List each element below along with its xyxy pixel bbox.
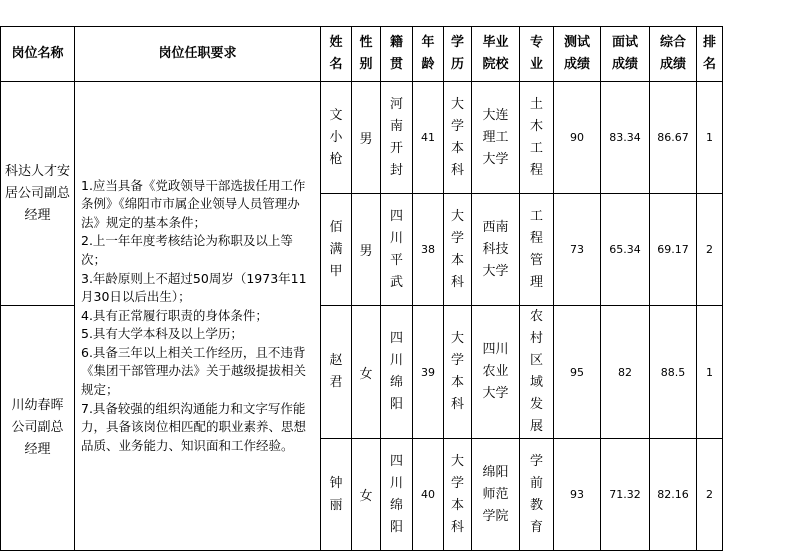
header-school: 毕业院校 — [482, 35, 509, 72]
requirement-item: 5.具有大学本科及以上学历； — [81, 326, 243, 342]
header-name: 姓名 — [329, 35, 343, 72]
cell-name: 文小枪 — [329, 107, 343, 167]
header-education: 学历 — [450, 35, 464, 72]
cell-test-score: 73 — [554, 194, 601, 306]
cell-name: 赵君 — [329, 353, 343, 390]
header-gender: 性别 — [359, 35, 373, 72]
header-major: 专业 — [529, 35, 543, 72]
requirement-item: 6.具备三年以上相关工作经历，且不违背《集团干部管理办法》关于越级提拔相关规定； — [81, 344, 307, 398]
cell-age: 38 — [413, 194, 444, 306]
position-name: 川幼春晖公司副总经理 — [11, 398, 64, 457]
requirement-item: 7.具备较强的组织沟通能力和文字写作能力，具备该岗位相匹配的职业素养、思想品质、业务能力、知识面和工作经验。 — [81, 400, 307, 453]
header-age: 年龄 — [421, 35, 435, 72]
cell-total-score: 82.16 — [650, 439, 697, 551]
cell-total-score: 69.17 — [650, 194, 697, 306]
header-position: 岗位名称 — [1, 27, 75, 82]
cell-interview-score: 71.32 — [601, 439, 650, 551]
cell-age: 41 — [413, 82, 444, 194]
cell-name: 钟丽 — [329, 475, 343, 513]
header-origin: 籍贯 — [389, 35, 403, 72]
header-row — [1, 27, 723, 82]
header-test-score: 测试成绩 — [563, 35, 590, 72]
cell-interview-score: 83.34 — [601, 82, 650, 194]
header-total-score: 综合成绩 — [659, 35, 686, 72]
cell-rank: 2 — [697, 439, 723, 551]
requirement-item: 3.年龄原则上不超过50周岁（1973年11月30日以后出生）； — [81, 270, 307, 305]
cell-major: 工程管理 — [529, 208, 543, 290]
cell-interview-score: 82 — [601, 306, 650, 439]
cell-age: 39 — [413, 306, 444, 439]
requirement-item: 1.应当具备《党政领导干部选拔任用工作条例》《绵阳市市属企业领导人员管理办法》规定的基本条件； — [81, 177, 306, 230]
cell-test-score: 93 — [554, 439, 601, 551]
cell-rank: 2 — [697, 194, 723, 306]
cell-education: 大学本科 — [450, 453, 464, 535]
header-rank: 排名 — [702, 35, 716, 72]
header-requirements: 岗位任职要求 — [75, 27, 321, 82]
cell-origin: 四川平武 — [389, 208, 403, 290]
recruitment-table — [0, 26, 723, 551]
cell-total-score: 86.67 — [650, 82, 697, 194]
cell-gender: 男 — [352, 194, 381, 306]
cell-major: 农村区域发展 — [529, 309, 543, 434]
cell-origin: 四川绵阳 — [389, 453, 403, 535]
cell-test-score: 95 — [554, 306, 601, 439]
cell-education: 大学本科 — [450, 96, 464, 178]
cell-education: 大学本科 — [450, 331, 464, 412]
cell-gender: 女 — [352, 439, 381, 551]
cell-school: 四川农业大学 — [482, 342, 509, 401]
cell-origin: 河南开封 — [389, 96, 403, 178]
cell-origin: 四川绵阳 — [389, 331, 403, 412]
position-name: 科达人才安居公司副总经理 — [4, 163, 70, 223]
cell-rank: 1 — [697, 306, 723, 439]
table-row — [1, 82, 723, 194]
requirement-item: 4.具有正常履行职责的身体条件； — [81, 307, 268, 323]
cell-school: 西南科技大学 — [482, 219, 509, 279]
cell-age: 40 — [413, 439, 444, 551]
header-interview-score: 面试成绩 — [611, 35, 638, 72]
cell-test-score: 90 — [554, 82, 601, 194]
cell-school: 大连理工大学 — [482, 107, 509, 167]
cell-education: 大学本科 — [450, 208, 464, 290]
requirements-cell — [75, 82, 321, 551]
cell-rank: 1 — [697, 82, 723, 194]
requirement-item: 2.上一年年度考核结论为称职及以上等次； — [81, 233, 293, 267]
cell-school: 绵阳师范学院 — [482, 464, 509, 524]
cell-total-score: 88.5 — [650, 306, 697, 439]
cell-interview-score: 65.34 — [601, 194, 650, 306]
cell-gender: 男 — [352, 82, 381, 194]
cell-gender: 女 — [352, 306, 381, 439]
cell-major: 学前教育 — [529, 453, 543, 535]
cell-major: 土木工程 — [529, 96, 543, 178]
cell-name: 佰满甲 — [329, 219, 343, 279]
